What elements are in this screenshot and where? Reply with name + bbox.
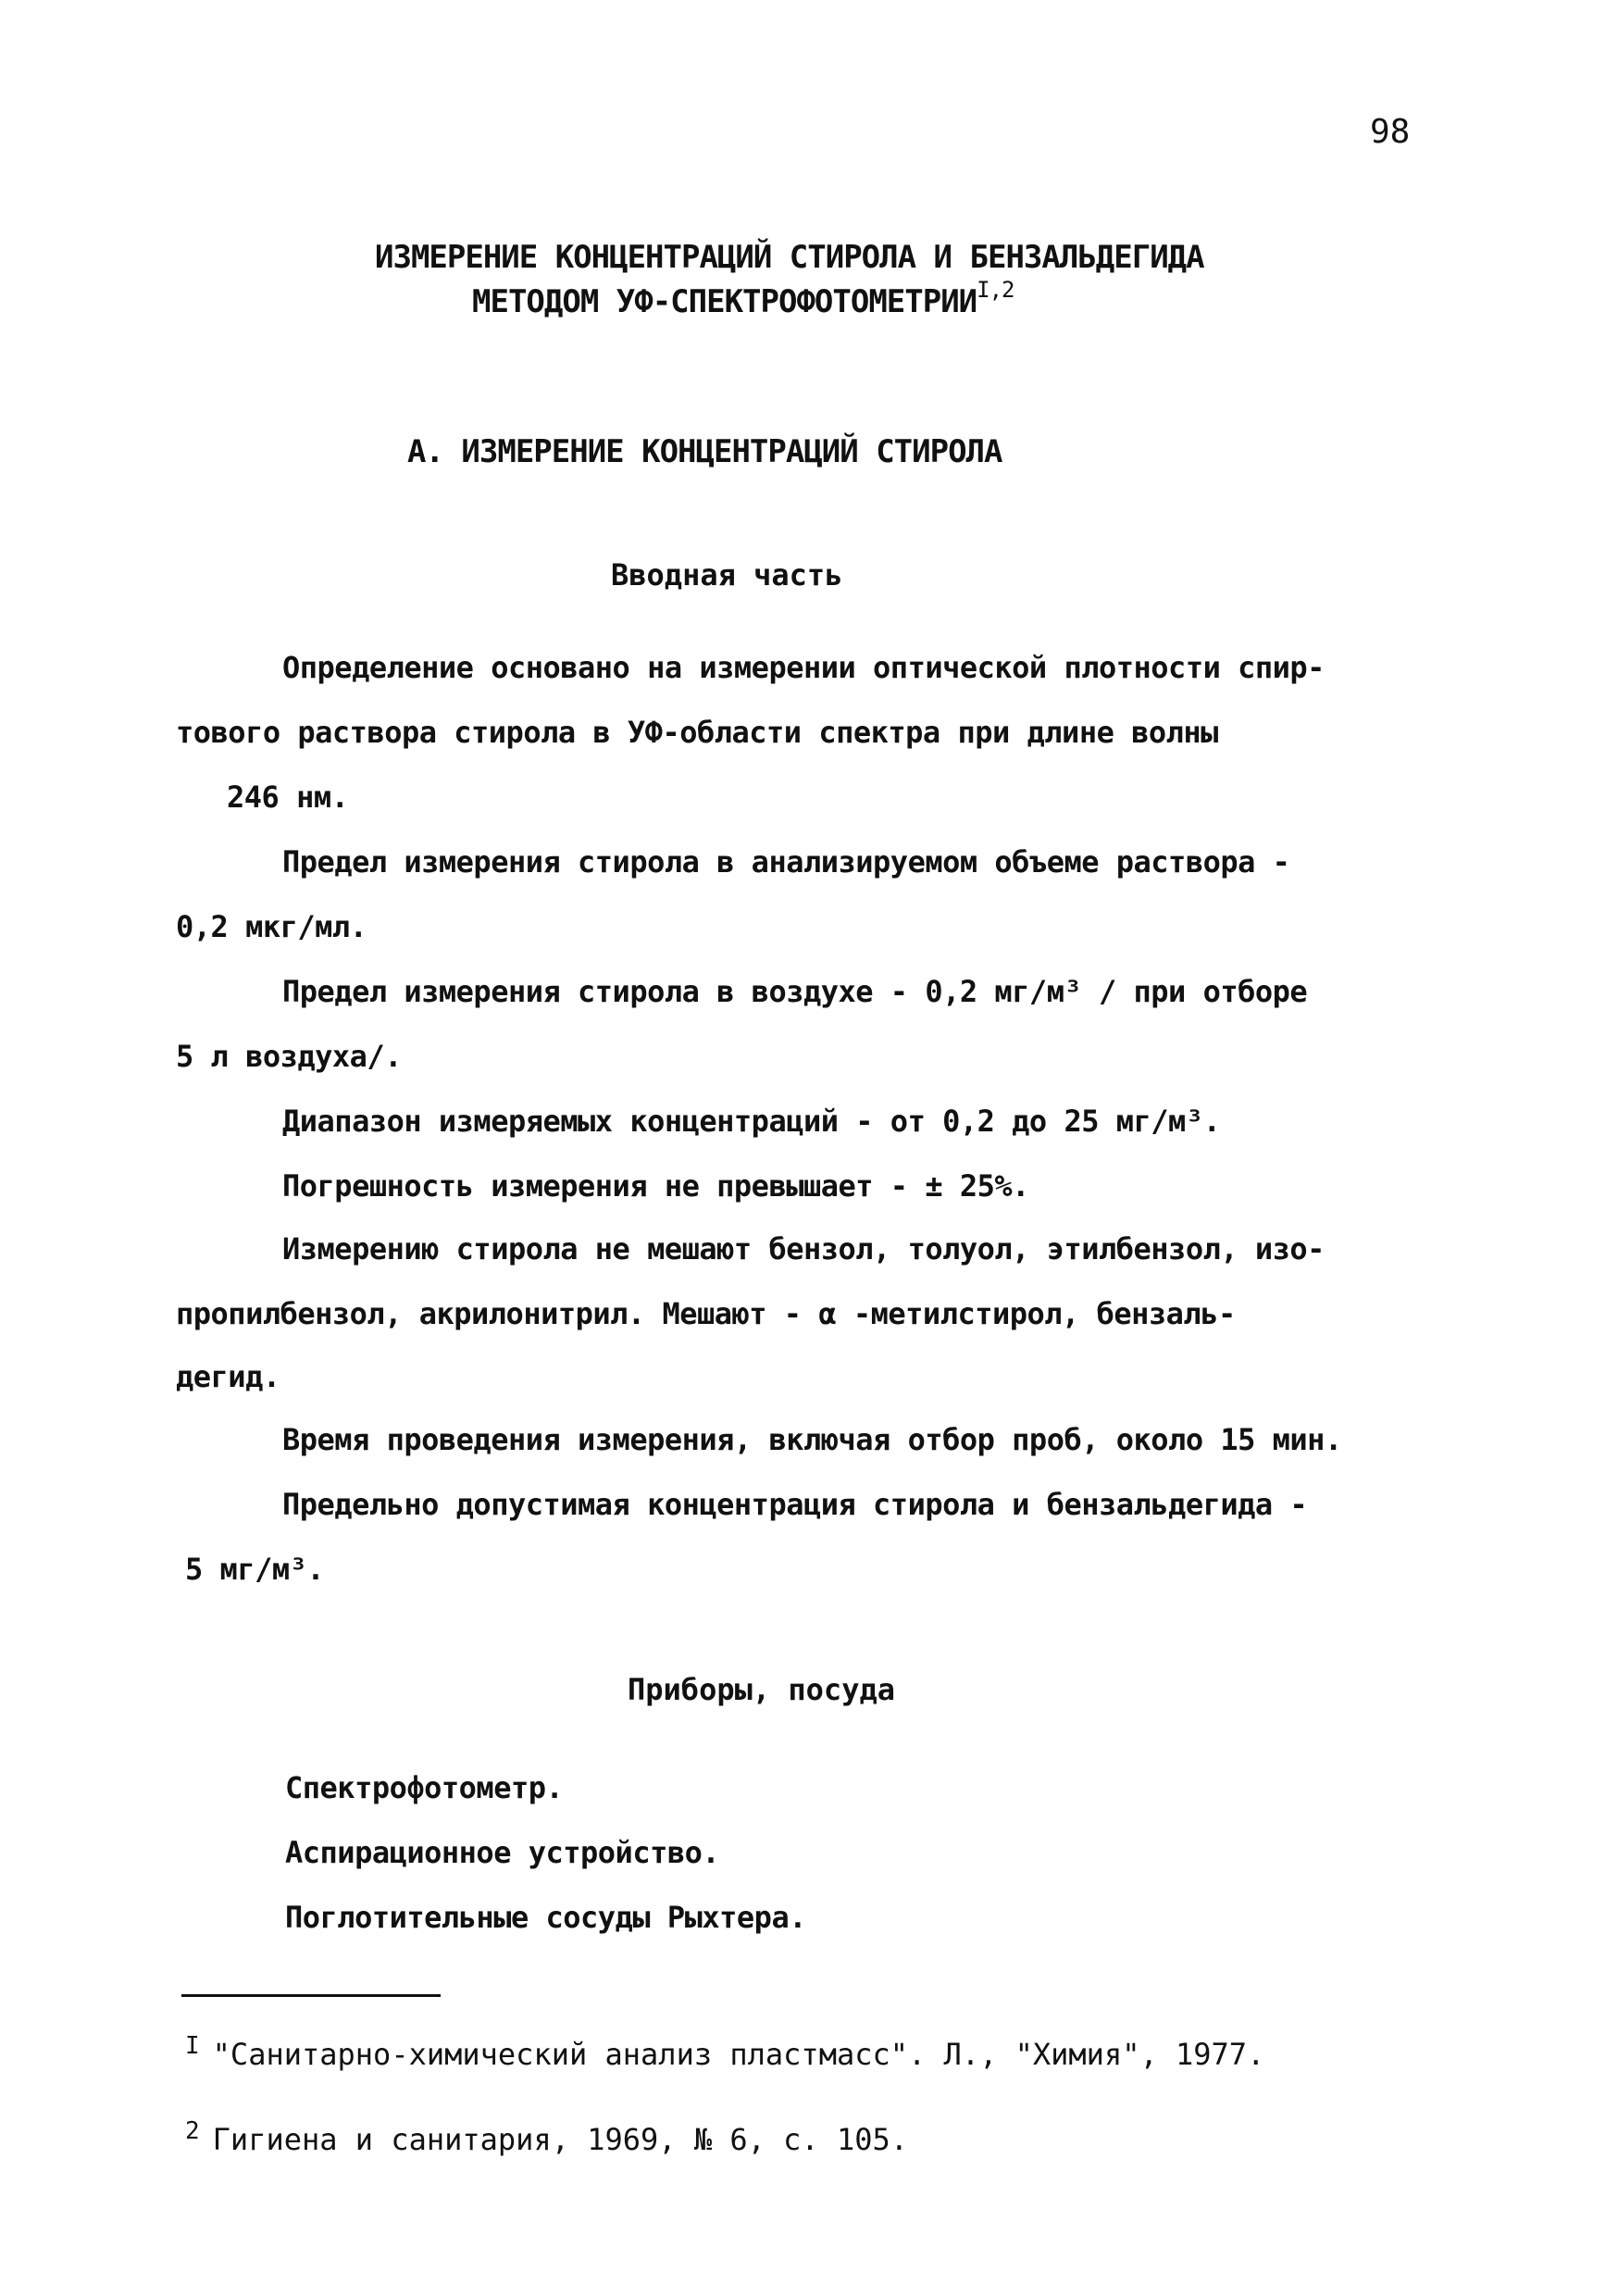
intro-line: пропилбензол, акрилонитрил. Мешают - α -метилстирол, бензаль-: [176, 1296, 1236, 1331]
intro-line: Диапазон измеряемых концентраций - от 0,2 до 25 мг/м³.: [282, 1104, 1221, 1139]
intro-line: Предельно допустимая концентрация стирола и бензальдегида -: [282, 1487, 1308, 1522]
intro-line: Предел измерения стирола в воздухе - 0,2 мг/м³ / при отборе: [282, 974, 1308, 1009]
section-heading: А. ИЗМЕРЕНИЕ КОНЦЕНТРАЦИЙ СТИРОЛА: [407, 433, 1002, 470]
intro-line: дегид.: [176, 1359, 280, 1394]
intro-line: Время проведения измерения, включая отбор проб, около 15 мин.: [282, 1422, 1342, 1457]
intro-line: 5 мг/м³.: [185, 1552, 325, 1587]
document-title-line-2-text: МЕТОДОМ УФ-СПЕКТРОФОТОМЕТРИИ: [472, 283, 977, 320]
intro-line: 5 л воздуха/.: [176, 1039, 402, 1074]
intro-line: 0,2 мкг/мл.: [176, 909, 367, 944]
intro-line: Погрешность измерения не превышает - ± 25%.: [282, 1168, 1029, 1204]
footnote-text: "Санитарно-химический анализ пластмасс". Л., "Химия", 1977.: [212, 2037, 1265, 2072]
footnote: [185, 2117, 909, 2157]
footnote-text: Гигиена и санитария, 1969, № 6, с. 105.: [212, 2122, 909, 2157]
intro-line: Определение основано на измерении оптической плотности спир-: [282, 650, 1325, 685]
device-item: Поглотительные сосуды Рыхтера.: [285, 1900, 806, 1935]
footnote-mark: 2: [185, 2117, 200, 2145]
intro-line: 246 нм.: [227, 780, 349, 815]
intro-heading: Вводная часть: [611, 557, 843, 593]
footnote-separator: [181, 1994, 441, 1997]
intro-line: Измерению стирола не мешают бензол, толуол, этилбензол, изо-: [282, 1231, 1325, 1267]
page-number: 98: [1370, 113, 1411, 151]
footnote-mark: I: [185, 2032, 200, 2060]
intro-line: Предел измерения стирола в анализируемом объеме раствора -: [282, 844, 1290, 880]
device-item: Спектрофотометр.: [285, 1770, 564, 1805]
document-title-line-2: [472, 277, 1014, 320]
title-footnote-marks: I,2: [977, 277, 1014, 303]
device-item: Аспирационное устройство.: [285, 1835, 720, 1870]
devices-heading: Приборы, посуда: [628, 1672, 895, 1707]
intro-line: тового раствора стирола в УФ-области спектра при длине волны: [176, 715, 1218, 750]
document-title-line-1: ИЗМЕРЕНИЕ КОНЦЕНТРАЦИЙ СТИРОЛА И БЕНЗАЛЬДЕГИДА: [375, 239, 1204, 276]
footnote: [185, 2032, 1265, 2072]
